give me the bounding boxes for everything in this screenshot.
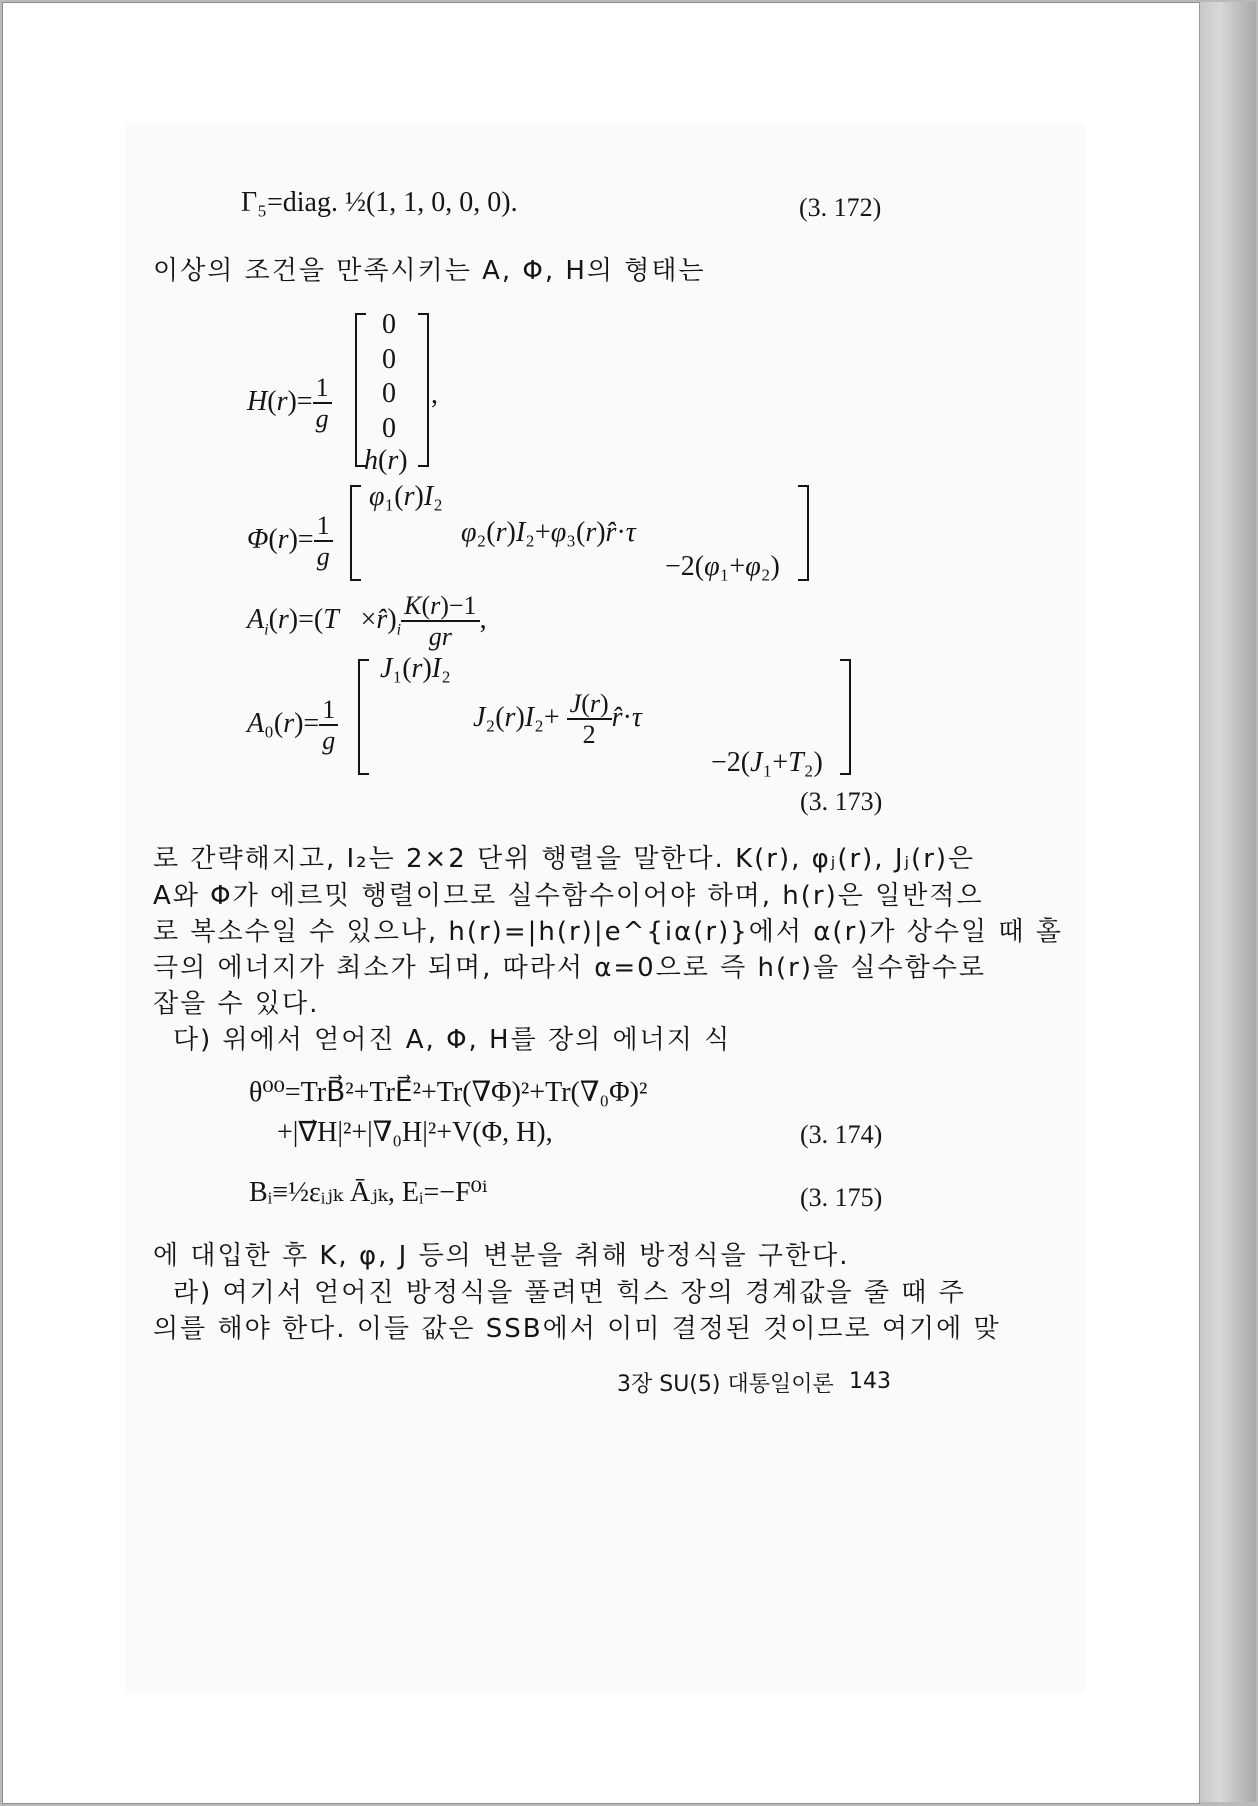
page-number: 143	[849, 1369, 891, 1394]
Phi-entry-22: φ₂(r)I₂+φ₃(r)r̂·τ⃗	[461, 517, 658, 548]
equation-3-174-line2: +|∇⃗H|²+|∇₀H|²+V(Φ, H),	[277, 1117, 553, 1148]
Phi-bracket-left	[350, 485, 361, 581]
H-entry: 0	[382, 309, 396, 340]
H-bracket-right	[418, 313, 429, 467]
paragraph-line: 로 복소수일 수 있으나, h(r)=|h(r)|e^{iα(r)}에서 α(r)가 상수일 때 홀	[153, 917, 1063, 947]
A0-bracket-right	[840, 659, 851, 775]
equation-Phi-label: Φ(r)= $\frac{1}{g}$	[247, 513, 333, 570]
paragraph-line: 라) 여기서 얻어진 방정식을 풀려면 힉스 장의 경계값을 줄 때 주	[173, 1278, 966, 1308]
running-footer-chapter: 3장 SU(5) 대통일이론	[617, 1372, 834, 1397]
H-entry: 0	[382, 344, 396, 375]
paragraph-line: 의를 해야 한다. 이들 값은 SSB에서 이미 결정된 것이므로 여기에 맞	[153, 1314, 1001, 1344]
paragraph-line: 극의 에너지가 최소가 되며, 따라서 α=0으로 즉 h(r)을 실수함수로	[153, 953, 986, 983]
paragraph-line: 로 간략해지고, I₂는 2×2 단위 행렬을 말한다. K(r), φⱼ(r), Jⱼ(r)은	[153, 844, 976, 874]
equation-tag-3-172: (3. 172)	[799, 193, 882, 222]
equation-tag-3-173: (3. 173)	[800, 787, 883, 816]
H-comma: ,	[431, 379, 438, 410]
A0-entry-11: J₁(r)I₂	[380, 653, 451, 684]
equation-tag-3-174: (3. 174)	[800, 1120, 883, 1149]
H-entry: 0	[382, 413, 396, 444]
H-entry: 0	[382, 378, 396, 409]
paragraph-variation: 에 대입한 후 K, φ, J 등의 변분을 취해 방정식을 구한다.	[153, 1241, 850, 1271]
Phi-entry-33: −2(φ₁+φ₂)	[665, 551, 780, 582]
A0-entry-22: J₂(r)I₂+ $\frac{J(r)}{2}$ r̂·τ⃗	[473, 689, 664, 749]
Phi-entry-11: φ₁(r)I₂	[369, 481, 443, 512]
book-page	[2, 2, 1200, 1804]
Phi-bracket-right	[798, 485, 809, 581]
A0-entry-33: −2(J₁+T₂)	[711, 747, 823, 778]
equation-H-label: H(r)= $\frac{1}{g}$	[247, 375, 332, 432]
paragraph-line: A와 Φ가 에르밋 행렬이므로 실수함수이어야 하며, h(r)은 일반적으	[153, 881, 984, 911]
equation-A0-label: A₀(r)= $\frac{1}{g}$	[247, 697, 338, 754]
paragraph-energy-intro: 다) 위에서 얻어진 A, Φ, H를 장의 에너지 식	[173, 1025, 732, 1055]
equation-3-174-line1: θ⁰⁰=TrB⃗²+TrE⃗²+Tr(∇Φ)²+Tr(∇₀Φ)²	[249, 1077, 648, 1108]
equation-tag-3-175: (3. 175)	[800, 1183, 883, 1212]
paragraph-line: 잡을 수 있다.	[153, 989, 320, 1019]
page-edge-shadow	[1199, 2, 1256, 1802]
equation-Ai: $A_i(r)=(T⃗\times r̂)_i$ $\frac{K(r)-1}{gr}$ ,	[247, 591, 487, 651]
equation-3-172: Γ₅=diag. ½(1, 1, 0, 0, 0).	[241, 187, 518, 218]
paragraph-form-intro: 이상의 조건을 만족시키는 A, Φ, H의 형태는	[153, 256, 706, 286]
H-entry: h(r)	[364, 445, 408, 476]
A0-bracket-left	[358, 659, 369, 775]
H-bracket-left	[355, 313, 366, 467]
equation-3-175: Bᵢ≡½εᵢⱼₖ Āⱼₖ, Eᵢ=−F⁰ⁱ	[249, 1177, 488, 1208]
